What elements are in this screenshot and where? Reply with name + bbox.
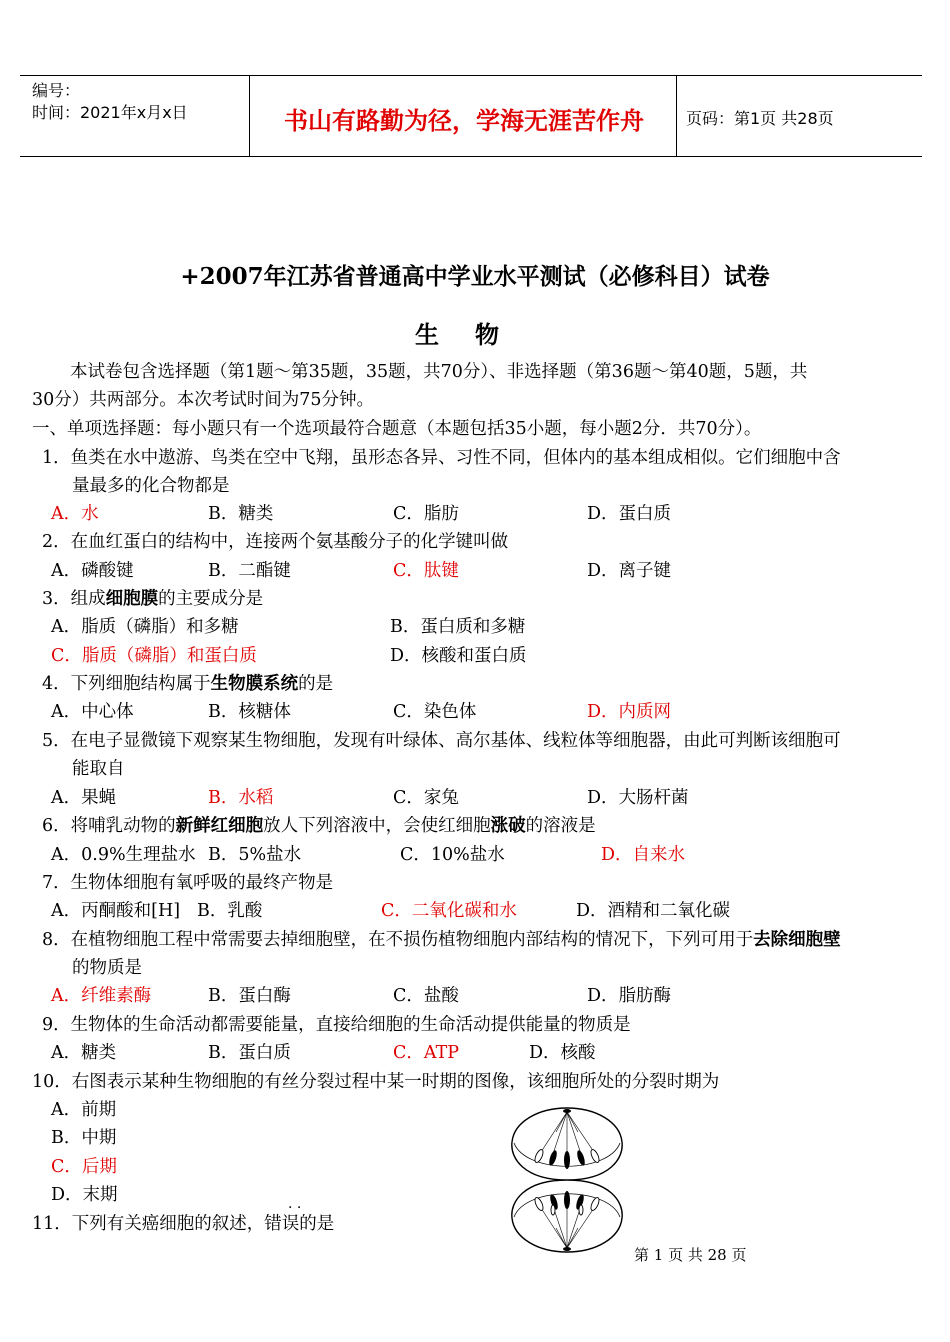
question-stem — [42, 928, 841, 952]
option: B．乳酸 — [197, 901, 263, 921]
stem-bold: 新鲜红细胞 — [175, 816, 264, 836]
option: B．核糖体 — [208, 702, 291, 722]
question-stem: 2．在血红蛋白的结构中，连接两个氨基酸分子的化学键叫做 — [42, 532, 509, 552]
question-stem — [42, 672, 333, 696]
stem-text: 4．下列细胞结构属于 — [42, 674, 211, 694]
option: C．脂肪 — [393, 504, 459, 524]
intro-line: 本试卷包含选择题（第1题～第35题，35题，共70分）、非选择题（第36题～第40题，5题，共 — [70, 362, 808, 382]
page-header — [20, 75, 922, 157]
option: B．蛋白质和多糖 — [390, 617, 526, 637]
option-correct: D．自来水 — [601, 845, 686, 865]
header-divider — [249, 76, 250, 156]
stem-bold: 去除细胞壁 — [753, 930, 841, 950]
question-stem: 能取自 — [72, 759, 125, 779]
question-stem: 9．生物体的生命活动都需要能量，直接给细胞的生命活动提供能量的物质是 — [42, 1015, 631, 1035]
option: A．果蝇 — [51, 788, 117, 808]
option: A．磷酸键 — [51, 561, 134, 581]
time-label: 时间：2021年x月x日 — [32, 103, 188, 122]
option: A．0.9%生理盐水 — [51, 845, 196, 865]
question-stem — [42, 587, 263, 611]
option: B．二酯键 — [208, 561, 291, 581]
question-stem: 量最多的化合物都是 — [72, 476, 230, 496]
option-correct: C．脂质（磷脂）和蛋白质 — [51, 646, 257, 666]
stem-text: 放人下列溶液中，会使红细胞 — [263, 816, 491, 836]
option-correct: C．ATP — [393, 1043, 460, 1063]
page-footer: 第 1 页 共 28 页 — [634, 1246, 747, 1264]
option-correct: C．二氧化碳和水 — [381, 901, 517, 921]
intro-line: 30分）共两部分。本次考试时间为75分钟。 — [32, 390, 375, 410]
option: A．脂质（磷脂）和多糖 — [51, 617, 239, 637]
stem-bold: 细胞膜 — [105, 589, 159, 609]
emphasis-dots: · · — [288, 1200, 302, 1216]
cell-division-figure — [506, 1106, 628, 1254]
option: C．10%盐水 — [400, 845, 505, 865]
header-meta — [32, 80, 188, 124]
stem-bold: 生物膜系统 — [210, 674, 299, 694]
option: D．核酸 — [529, 1043, 596, 1063]
option: D．酒精和二氧化碳 — [576, 901, 731, 921]
option: A．丙酮酸和[H] — [51, 901, 181, 921]
header-divider — [676, 76, 677, 156]
option: C．家兔 — [393, 788, 459, 808]
option-correct: A．纤维素酶 — [51, 986, 152, 1006]
stem-text: 的是 — [298, 674, 334, 694]
option: A．中心体 — [51, 702, 134, 722]
stem-text: 3．组成 — [42, 589, 106, 609]
option: B．蛋白酶 — [208, 986, 291, 1006]
header-motto: 书山有路勤为径，学海无涯苦作舟 — [284, 107, 644, 135]
question-stem — [42, 814, 596, 838]
option: B．蛋白质 — [208, 1043, 291, 1063]
option: D．大肠杆菌 — [587, 788, 689, 808]
stem-text: 6．将哺乳动物的 — [42, 816, 176, 836]
question-stem: 1．鱼类在水中遨游、鸟类在空中飞翔，虽形态各异、习性不同，但体内的基本组成相似。它们细胞中含 — [42, 448, 841, 468]
stem-text: 8．在植物细胞工程中常需要去掉细胞壁，在不损伤植物细胞内部结构的情况下，下列可用于 — [42, 930, 754, 950]
option: B．糖类 — [208, 504, 274, 524]
option: D．蛋白质 — [587, 504, 672, 524]
number-label: 编号： — [32, 81, 81, 100]
option: C．盐酸 — [393, 986, 459, 1006]
stem-text: 的主要成分是 — [158, 589, 264, 609]
option: C．染色体 — [393, 702, 477, 722]
option: D．离子键 — [587, 561, 672, 581]
option: B．5%盐水 — [208, 845, 302, 865]
question-stem: 7．生物体细胞有氧呼吸的最终产物是 — [42, 873, 334, 893]
stem-text: 的溶液是 — [525, 816, 596, 836]
option: A．糖类 — [51, 1043, 117, 1063]
question-stem: 10．右图表示某种生物细胞的有丝分裂过程中某一时期的图像，该细胞所处的分裂时期为 — [32, 1072, 720, 1092]
option: D．脂肪酶 — [587, 986, 672, 1006]
question-stem: 11．下列有关癌细胞的叙述，错误的是 — [32, 1214, 335, 1234]
stem-bold: 涨破 — [490, 816, 526, 836]
question-stem: 5．在电子显微镜下观察某生物细胞，发现有叶绿体、高尔基体、线粒体等细胞器，由此可判断该细胞可 — [42, 731, 841, 751]
option-correct: D．内质网 — [587, 702, 672, 722]
page-info: 页码：第1页 共28页 — [686, 109, 834, 128]
option: D．末期 — [51, 1185, 118, 1205]
option-correct: C．后期 — [51, 1157, 117, 1177]
option-correct: A．水 — [51, 504, 99, 524]
option-correct: C．肽键 — [393, 561, 459, 581]
option: B．中期 — [51, 1128, 117, 1148]
exam-subject: 生物 — [415, 320, 535, 349]
exam-title: +2007年江苏省普通高中学业水平测试（必修科目）试卷 — [180, 263, 770, 290]
option-correct: B．水稻 — [208, 788, 274, 808]
question-stem: 的物质是 — [72, 958, 142, 978]
option: D．核酸和蛋白质 — [390, 646, 527, 666]
section-heading: 一、单项选择题：每小题只有一个选项最符合题意（本题包括35小题，每小题2分．共70分）。 — [32, 419, 762, 439]
option: A．前期 — [51, 1100, 117, 1120]
